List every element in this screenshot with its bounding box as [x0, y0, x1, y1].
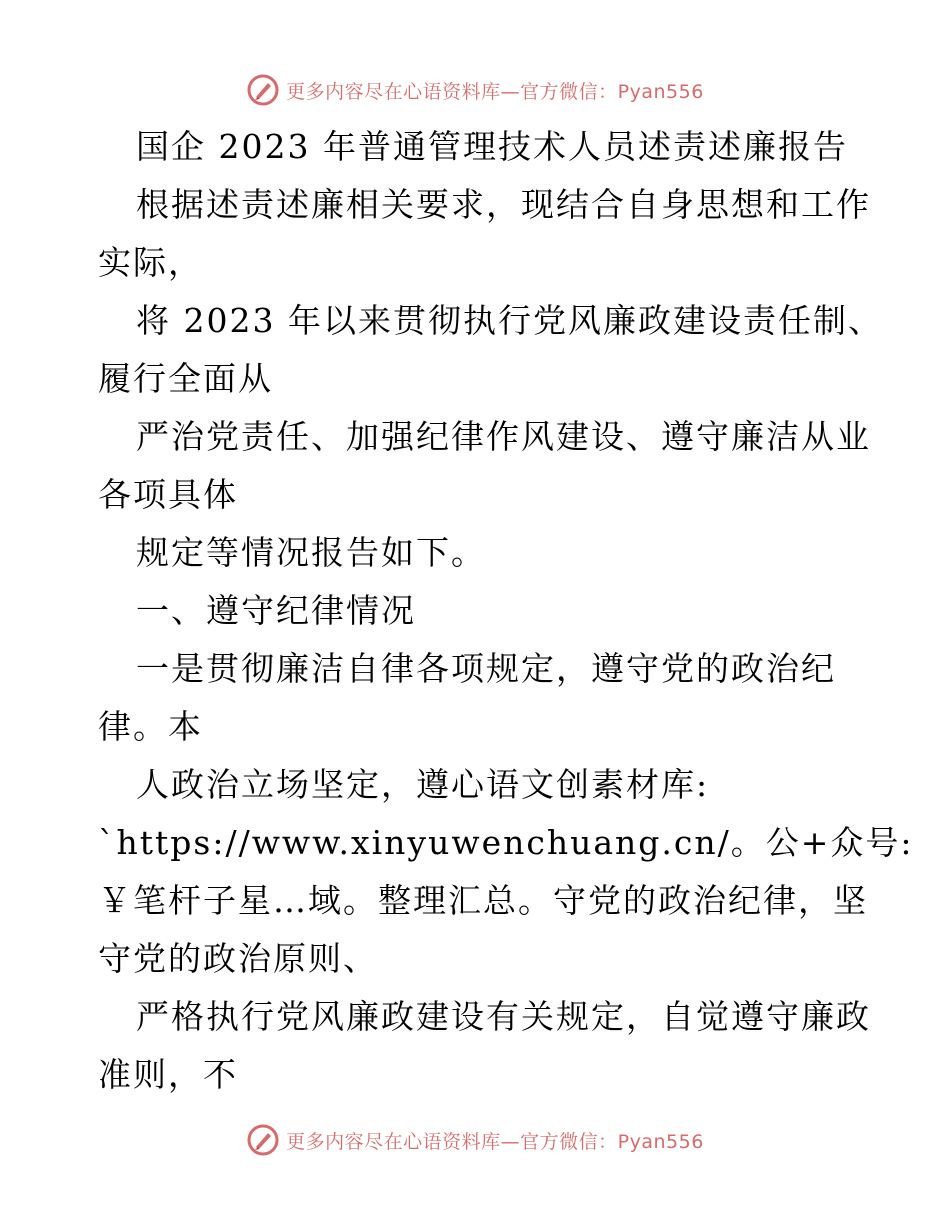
paragraph-line: 律。本: [98, 707, 203, 746]
brush-logo-icon: [246, 73, 280, 107]
paragraph-line: 根据述责述廉相关要求，现结合自身思想和工作: [136, 185, 871, 224]
paragraph-line: ￥笔杆子星…域。整理汇总。守党的政治纪律，坚: [98, 881, 868, 920]
paragraph-line: `https://www.xinyuwenchuang.cn/。公+众号:: [98, 823, 914, 862]
brush-logo-icon: [246, 1123, 280, 1157]
paragraph-line: 规定等情况报告如下。: [136, 533, 486, 572]
paragraph-line: 将 2023 年以来贯彻执行党风廉政建设责任制、: [136, 301, 883, 340]
document-body: [98, 118, 914, 1104]
header-watermark: [0, 70, 950, 110]
paragraph-line: 守党的政治原则、: [98, 939, 378, 978]
paragraph-line: 人政治立场坚定，遵心语文创素材库:: [136, 765, 710, 804]
paragraph-line: 严格执行党风廉政建设有关规定，自觉遵守廉政: [136, 997, 871, 1036]
watermark-text: 更多内容尽在心语资料库—官方微信：Pyan556: [286, 1130, 704, 1153]
paragraph-line: 各项具体: [98, 475, 238, 514]
paragraph-line: 一是贯彻廉洁自律各项规定，遵守党的政治纪: [136, 649, 836, 688]
footer-watermark: [0, 1120, 950, 1160]
paragraph-line: 实际，: [98, 243, 203, 282]
paragraph-line: 严治党责任、加强纪律作风建设、遵守廉洁从业: [136, 417, 871, 456]
document-title: 国企 2023 年普通管理技术人员述责述廉报告: [136, 127, 848, 166]
watermark-text: 更多内容尽在心语资料库—官方微信：Pyan556: [286, 80, 704, 103]
paragraph-line: 准则，不: [98, 1055, 238, 1094]
paragraph-line: 履行全面从: [98, 359, 273, 398]
section-heading: 一、遵守纪律情况: [136, 591, 416, 630]
